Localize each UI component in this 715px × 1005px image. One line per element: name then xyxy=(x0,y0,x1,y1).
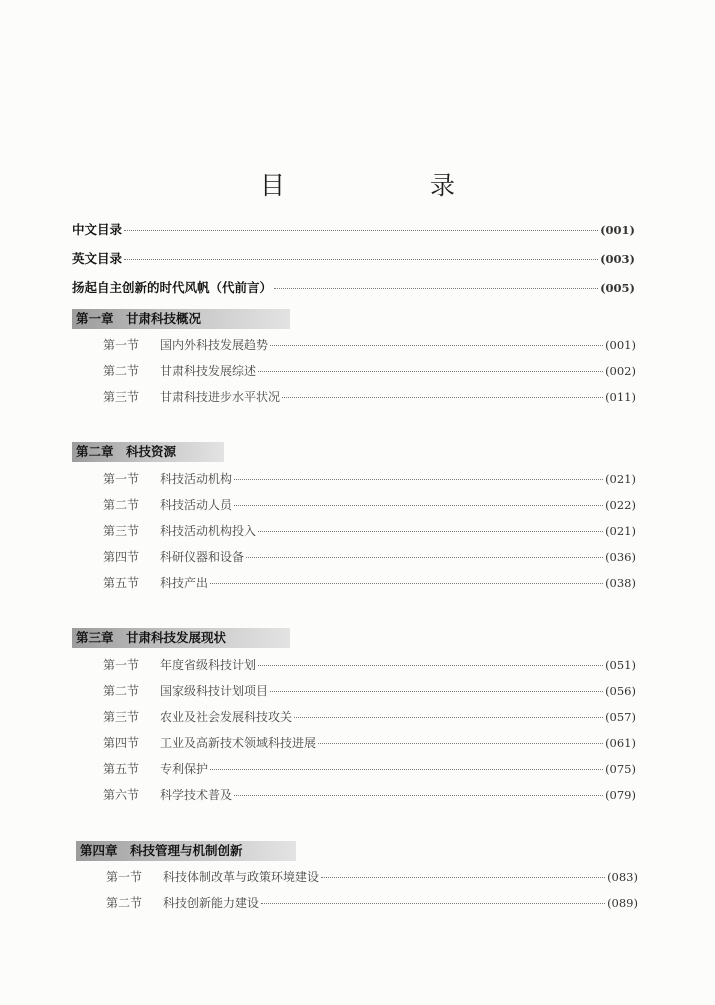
dot-leader xyxy=(258,665,603,666)
toc-entry-title: 英文目录 xyxy=(72,251,123,266)
toc-page-number: (083) xyxy=(607,870,638,884)
toc-section[interactable] xyxy=(106,868,638,888)
chapter-heading[interactable]: 第一章 甘肃科技概况 xyxy=(72,309,290,329)
toc-section[interactable] xyxy=(103,522,636,542)
dot-leader xyxy=(321,877,605,878)
section-title: 科技产出 xyxy=(160,576,209,590)
section-title: 年度省级科技计划 xyxy=(160,658,257,672)
section-number: 第三节 xyxy=(103,710,140,724)
toc-section[interactable] xyxy=(103,656,636,676)
toc-entry[interactable] xyxy=(72,249,635,269)
toc-page-number: (057) xyxy=(605,710,636,724)
section-title: 科技活动机构投入 xyxy=(160,524,257,538)
section-number: 第一节 xyxy=(103,658,140,672)
toc-section[interactable] xyxy=(103,574,636,594)
toc-page-number: (022) xyxy=(605,498,636,512)
section-number: 第四节 xyxy=(103,736,140,750)
section-title: 甘肃科技发展综述 xyxy=(160,364,257,378)
toc-page-number: (056) xyxy=(605,684,636,698)
dot-leader xyxy=(258,531,603,532)
toc-entry-title: 扬起自主创新的时代风帆（代前言） xyxy=(72,280,273,295)
toc-entry[interactable] xyxy=(72,220,635,240)
toc-page-number: (021) xyxy=(605,472,636,486)
section-title: 科学技术普及 xyxy=(160,788,233,802)
dot-leader xyxy=(261,903,605,904)
section-title: 科研仪器和设备 xyxy=(160,550,245,564)
dot-leader xyxy=(274,288,598,289)
toc-entry-title: 中文目录 xyxy=(72,222,123,237)
toc-page-number: (075) xyxy=(605,762,636,776)
section-title: 甘肃科技进步水平状况 xyxy=(160,390,281,404)
section-title: 工业及高新技术领域科技进展 xyxy=(160,736,317,750)
toc-section[interactable] xyxy=(103,708,636,728)
section-title: 科技体制改革与政策环境建设 xyxy=(163,870,320,884)
dot-leader xyxy=(234,795,603,796)
section-title: 国内外科技发展趋势 xyxy=(160,338,269,352)
toc-page-number: (089) xyxy=(607,896,638,910)
dot-leader xyxy=(234,505,603,506)
toc-section[interactable] xyxy=(103,760,636,780)
dot-leader xyxy=(282,397,603,398)
toc-page-number: (002) xyxy=(605,364,636,378)
section-number: 第二节 xyxy=(103,684,140,698)
toc-page-number: (021) xyxy=(605,524,636,538)
toc-page-number: (011) xyxy=(605,390,636,404)
section-number: 第二节 xyxy=(103,364,140,378)
section-title: 国家级科技计划项目 xyxy=(160,684,269,698)
section-number: 第三节 xyxy=(103,524,140,538)
section-number: 第五节 xyxy=(103,576,140,590)
dot-leader xyxy=(246,557,603,558)
dot-leader xyxy=(258,371,603,372)
toc-section[interactable] xyxy=(103,682,636,702)
dot-leader xyxy=(234,479,603,480)
toc-section[interactable] xyxy=(106,894,638,914)
section-number: 第二节 xyxy=(106,896,143,910)
chapter-heading[interactable]: 第三章 甘肃科技发展现状 xyxy=(72,628,290,648)
section-title: 专利保护 xyxy=(160,762,209,776)
section-number: 第一节 xyxy=(103,338,140,352)
section-title: 科技活动人员 xyxy=(160,498,233,512)
dot-leader xyxy=(124,230,598,231)
toc-section[interactable] xyxy=(103,786,636,806)
toc-page-number: (001) xyxy=(600,223,635,237)
toc-section[interactable] xyxy=(103,496,636,516)
toc-page-number: (038) xyxy=(605,576,636,590)
page-title: 目 录 xyxy=(259,171,515,200)
dot-leader xyxy=(270,345,603,346)
toc-page-number: (061) xyxy=(605,736,636,750)
chapter-heading[interactable]: 第二章 科技资源 xyxy=(72,442,224,462)
dot-leader xyxy=(210,583,603,584)
toc-entry[interactable] xyxy=(72,278,635,298)
toc-page-number: (079) xyxy=(605,788,636,802)
section-number: 第五节 xyxy=(103,762,140,776)
dot-leader xyxy=(318,743,603,744)
section-number: 第六节 xyxy=(103,788,140,802)
toc-page-number: (036) xyxy=(605,550,636,564)
dot-leader xyxy=(210,769,603,770)
toc-section[interactable] xyxy=(103,470,636,490)
section-title: 科技活动机构 xyxy=(160,472,233,486)
toc-page-number: (005) xyxy=(600,281,635,295)
toc-page-number: (001) xyxy=(605,338,636,352)
toc-page-number: (051) xyxy=(605,658,636,672)
toc-page-number: (003) xyxy=(600,252,635,266)
section-title: 农业及社会发展科技攻关 xyxy=(160,710,293,724)
section-number: 第一节 xyxy=(106,870,143,884)
section-number: 第一节 xyxy=(103,472,140,486)
toc-section[interactable] xyxy=(103,336,636,356)
toc-section[interactable] xyxy=(103,388,636,408)
section-number: 第四节 xyxy=(103,550,140,564)
toc-section[interactable] xyxy=(103,734,636,754)
toc-section[interactable] xyxy=(103,548,636,568)
dot-leader xyxy=(270,691,603,692)
section-number: 第三节 xyxy=(103,390,140,404)
dot-leader xyxy=(124,259,598,260)
section-title: 科技创新能力建设 xyxy=(163,896,260,910)
dot-leader xyxy=(294,717,603,718)
toc-section[interactable] xyxy=(103,362,636,382)
chapter-heading[interactable]: 第四章 科技管理与机制创新 xyxy=(76,841,296,861)
section-number: 第二节 xyxy=(103,498,140,512)
